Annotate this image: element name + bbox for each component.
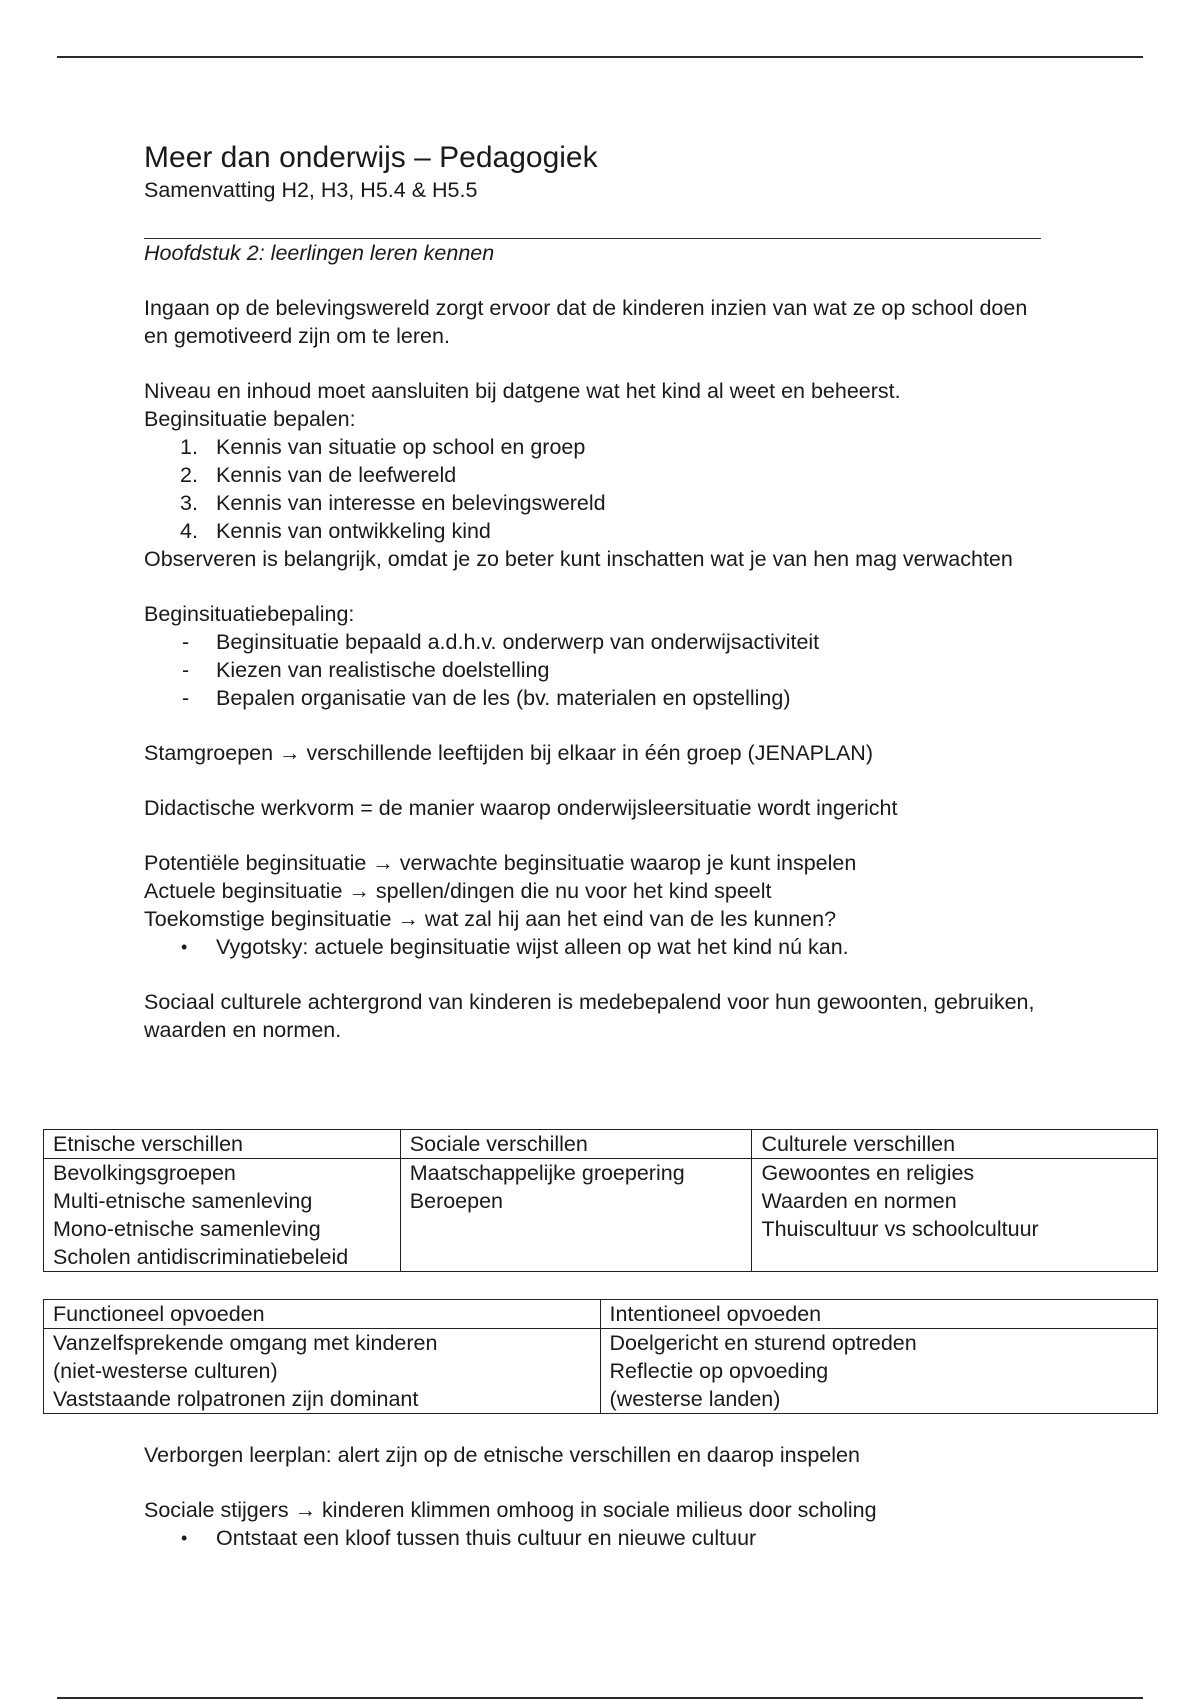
differences-table — [43, 1129, 1158, 1272]
table-cell: Bevolkingsgroepen Multi-etnische samenleving Mono-etnische samenleving Scholen antidiscriminatiebeleid — [44, 1159, 401, 1272]
paragraph-beginsituatie-bepalen: Beginsituatie bepalen: — [144, 407, 356, 431]
list-item: 1. Kennis van situatie op school en groep — [180, 435, 586, 459]
list-item: - Kiezen van realistische doelstelling — [182, 658, 550, 682]
paragraph-didactische-werkvorm: Didactische werkvorm = de manier waarop onderwijsleersituatie wordt ingericht — [144, 796, 898, 820]
paragraph-sociale-stijgers: Sociale stijgers → kinderen klimmen omhoog in sociale milieus door scholing — [144, 1498, 877, 1522]
list-item: 3. Kennis van interesse en belevingswereld — [180, 491, 606, 515]
chapter-heading: Hoofdstuk 2: leerlingen leren kennen — [144, 241, 495, 265]
paragraph-verborgen-leerplan: Verborgen leerplan: alert zijn op de etnische verschillen en daarop inspelen — [144, 1443, 860, 1467]
document-body-continued — [144, 1441, 1044, 1552]
document-body — [144, 140, 1044, 1044]
table-header-cell: Functioneel opvoeden — [44, 1300, 601, 1329]
document-title: Meer dan onderwijs – Pedagogiek — [144, 141, 598, 174]
document-subtitle: Samenvatting H2, H3, H5.4 & H5.5 — [144, 178, 478, 202]
table-row — [44, 1329, 1158, 1414]
paragraph-sociaal-cultureel: Sociaal culturele achtergrond van kinderen is medebepalend voor hun gewoonten, gebruiken, waarden en normen. — [144, 990, 1035, 1042]
table-cell: Doelgericht en sturend optreden Reflectie op opvoeding (westerse landen) — [600, 1329, 1157, 1414]
bullet-list — [144, 933, 1044, 961]
table-header-cell: Culturele verschillen — [752, 1130, 1158, 1159]
table-header-row — [44, 1300, 1158, 1329]
top-page-rule — [57, 56, 1143, 58]
paragraph-beginsituatiebepaling: Beginsituatiebepaling: — [144, 602, 355, 626]
paragraph-toekomstige: Toekomstige beginsituatie → wat zal hij aan het eind van de les kunnen? — [144, 907, 837, 931]
table-cell: Vanzelfsprekende omgang met kinderen (niet-westerse culturen) Vaststaande rolpatronen zijn dominant — [44, 1329, 601, 1414]
paragraph-stamgroepen: Stamgroepen → verschillende leeftijden bij elkaar in één groep (JENAPLAN) — [144, 741, 873, 765]
list-item: - Bepalen organisatie van de les (bv. materialen en opstelling) — [182, 686, 791, 710]
table-cell: Gewoontes en religies Waarden en normen Thuiscultuur vs schoolcultuur — [752, 1159, 1158, 1272]
table-header-cell: Sociale verschillen — [400, 1130, 752, 1159]
numbered-list — [144, 433, 1044, 545]
bullet-list — [144, 1524, 1044, 1552]
paragraph-potentiele: Potentiële beginsituatie → verwachte beginsituatie waarop je kunt inspelen — [144, 851, 857, 875]
list-item: - Beginsituatie bepaald a.d.h.v. onderwerp van onderwijsactiviteit — [182, 630, 820, 654]
paragraph-belevingswereld: Ingaan op de belevingswereld zorgt ervoor dat de kinderen inzien van wat ze op school doen en gemotiveerd zijn om te leren. — [144, 296, 1028, 348]
list-item: • Ontstaat een kloof tussen thuis cultuur en nieuwe cultuur — [181, 1526, 757, 1550]
paragraph-observeren: Observeren is belangrijk, omdat je zo beter kunt inschatten wat je van hen mag verwachten — [144, 547, 1013, 571]
paragraph-actuele: Actuele beginsituatie → spellen/dingen die nu voor het kind speelt — [144, 879, 772, 903]
table-cell: Maatschappelijke groepering Beroepen — [400, 1159, 752, 1272]
upbringing-table — [43, 1299, 1158, 1414]
table-header-cell: Intentioneel opvoeden — [600, 1300, 1157, 1329]
dashed-list — [144, 628, 1044, 712]
list-item: • Vygotsky: actuele beginsituatie wijst alleen op wat het kind nú kan. — [181, 935, 849, 959]
table-row — [44, 1159, 1158, 1272]
table-header-row — [44, 1130, 1158, 1159]
table-header-cell: Etnische verschillen — [44, 1130, 401, 1159]
list-item: 2. Kennis van de leefwereld — [180, 463, 457, 487]
bottom-page-rule — [57, 1697, 1143, 1699]
list-item: 4. Kennis van ontwikkeling kind — [180, 519, 491, 543]
paragraph-niveau: Niveau en inhoud moet aansluiten bij datgene wat het kind al weet en beheerst. — [144, 379, 901, 403]
